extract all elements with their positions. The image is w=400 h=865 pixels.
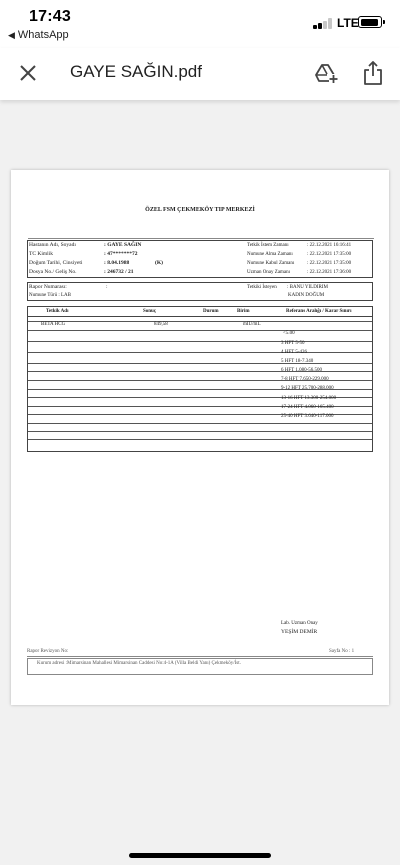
accept-time-label: Numune Kabul Zamanı <box>247 261 295 266</box>
dob-label: Doğum Tarihi, Cinsiyeti <box>29 260 83 266</box>
share-icon <box>361 60 385 86</box>
reference-range: 3 HFT 5-50 <box>281 341 305 346</box>
reference-range: 9-12 HFT 25.700-288.000 <box>281 386 334 391</box>
pdf-viewer[interactable] <box>0 100 400 865</box>
revision-label: Rapor Revizyon No: <box>27 649 69 654</box>
header-status: Durum <box>203 309 219 314</box>
approve-time-value: : 22.12.2021 17:36:00 <box>307 270 352 275</box>
signal-strength-icon <box>313 18 335 29</box>
reference-range: 4 HFT 5-426 <box>281 350 308 355</box>
status-time: 17:43 <box>29 8 71 25</box>
reference-range: 7-8 HFT 7.650-229.000 <box>281 377 329 382</box>
report-no-label: Rapor Numarası: <box>29 284 67 290</box>
request-time-label: Tetkik İstem Zamanı <box>247 243 289 248</box>
viewer-header <box>0 48 400 100</box>
sample-type: Numune Türü : LAB <box>29 293 71 298</box>
center-title: ÖZEL FSM ÇEKMEKÖY TIP MERKEZİ <box>145 207 255 213</box>
reference-range: 13-16 HFT 13.300-254.000 <box>281 396 337 401</box>
reference-range: 6 HFT 1.080-56.500 <box>281 368 323 373</box>
page-number: Sayfa No : 1 <box>329 649 355 654</box>
test-result: 849,58 <box>154 322 168 327</box>
back-app-label: WhatsApp <box>17 29 69 41</box>
reference-range: 25-40 HFT 3.640-117.000 <box>281 414 334 419</box>
back-to-app-link[interactable] <box>8 29 69 41</box>
row-divider <box>28 352 372 353</box>
status-bar <box>0 0 400 46</box>
reference-range: 17-24 HFT 4.060-165.400 <box>281 405 334 410</box>
dob-value: : 8.04.1988 <box>104 260 130 266</box>
patient-name-label: Hastanın Adı, Soyadı <box>29 242 76 248</box>
row-divider <box>28 431 372 432</box>
battery-icon <box>358 16 382 28</box>
add-to-drive-button[interactable] <box>314 61 338 85</box>
row-divider <box>28 363 372 364</box>
address-text: Kurum adresi :Mimarsinan Mahallesi Mimarsinan Caddesi No:4-1A (Villa Beldi Yanı) Çekmeköy/İst. <box>37 661 241 666</box>
row-divider <box>28 341 372 342</box>
sample-time-label: Numune Alma Zamanı <box>247 252 293 257</box>
test-name: BETA HCG <box>41 322 66 327</box>
table-sub-row <box>28 317 372 322</box>
pdf-page <box>11 170 389 705</box>
header-reference: Referans Aralığı / Karar Sınırı <box>286 309 352 314</box>
department: KADIN DOĞUM <box>288 293 325 298</box>
header-unit: Birim <box>237 309 250 314</box>
sample-time-value: : 22.12.2021 17:35:00 <box>307 252 352 257</box>
file-label: Dosya No./ Geliş No. <box>29 269 77 275</box>
accept-time-value: : 22.12.2021 17:35:00 <box>307 261 352 266</box>
close-button[interactable] <box>17 62 39 84</box>
sex-value: (K) <box>155 260 163 266</box>
share-button[interactable] <box>361 60 385 86</box>
tc-value: : 47*******72 <box>104 251 138 257</box>
row-divider <box>28 423 372 424</box>
network-label: LTE <box>337 16 359 30</box>
row-divider <box>28 330 372 331</box>
requester-label: Tetkiki İsteyen <box>247 285 277 290</box>
patient-name-value: : GAYE SAĞIN <box>104 242 142 248</box>
reference-range: <5.00 <box>283 331 295 336</box>
signature-role: Lab. Uzman Onay <box>281 621 318 626</box>
test-unit: mIU/mL <box>243 322 261 327</box>
row-divider <box>28 439 372 440</box>
home-indicator[interactable] <box>129 853 271 858</box>
signature-name: YEŞİM DEMİR <box>281 629 318 635</box>
back-triangle-icon: ◀ <box>8 30 15 40</box>
report-no-value: : <box>106 284 108 290</box>
request-time-value: : 22.12.2021 16:16:41 <box>307 243 352 248</box>
requester-value: : BANU YILDIRIM <box>287 285 328 290</box>
file-value: : 246732 / 21 <box>104 269 134 275</box>
reference-range: 5 HFT 18-7.340 <box>281 359 314 364</box>
footer-divider <box>27 656 373 657</box>
header-result: Sonuç <box>143 309 157 314</box>
header-test-name: Tetkik Adı <box>46 309 69 314</box>
add-to-drive-icon <box>314 61 338 85</box>
document-title: GAYE SAĞIN.pdf <box>70 62 202 81</box>
tc-label: TC Kimlik <box>29 251 53 257</box>
approve-time-label: Uzman Onay Zamanı <box>247 270 291 275</box>
close-icon <box>17 62 39 84</box>
